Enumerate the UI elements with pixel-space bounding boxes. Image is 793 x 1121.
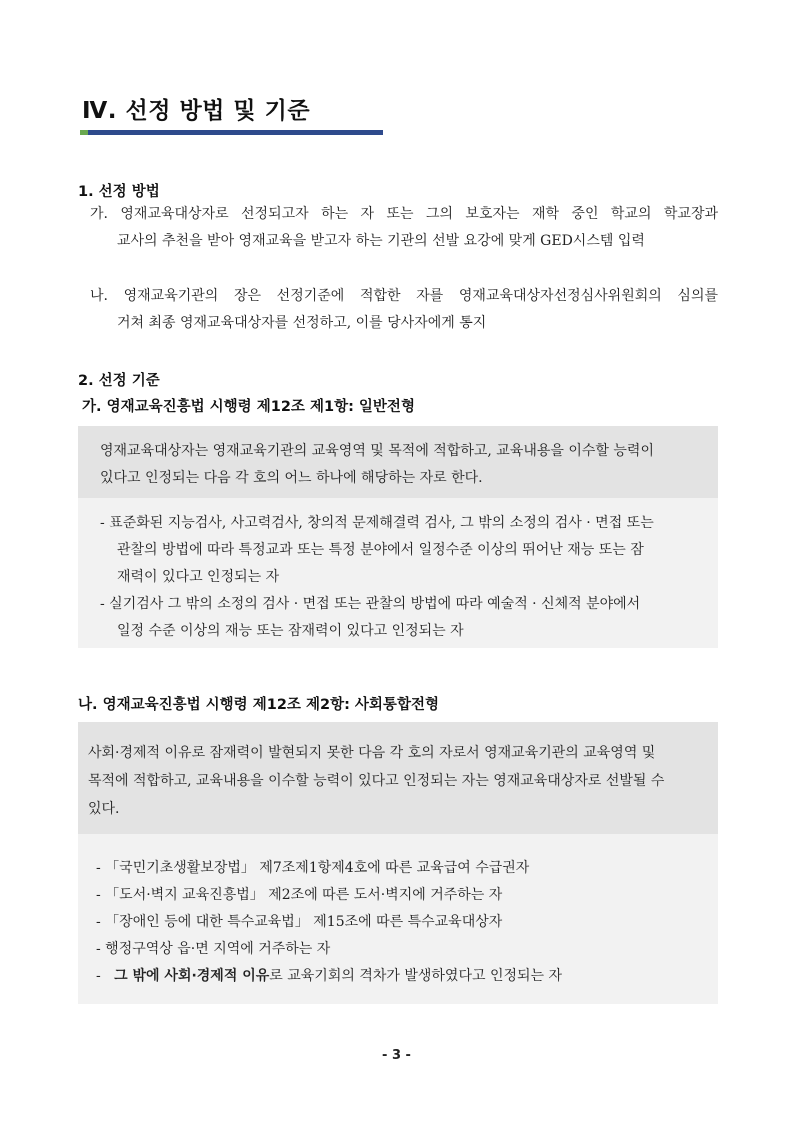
chapter-title: Ⅳ. 선정 방법 및 기준 bbox=[82, 98, 311, 124]
general-list-item1-line1: - 표준화된 지능검사, 사고력검사, 창의적 문제해결력 검사, 그 밖의 소정의 검사 · 면접 또는 bbox=[100, 515, 654, 531]
section1-item-a-line2: 교사의 추천을 받아 영재교육을 받고자 하는 기관의 선발 요강에 맞게 GED시스템 입력 bbox=[117, 233, 645, 249]
social-list-item4: - 행정구역상 읍·면 지역에 거주하는 자 bbox=[96, 941, 331, 957]
section1-item-b bbox=[90, 284, 718, 309]
social-criteria-line1: 사회·경제적 이유로 잠재력이 발현되지 못한 다음 각 호의 자로서 영재교육기관의 교육영역 및 bbox=[88, 745, 656, 761]
title-underline bbox=[80, 130, 383, 135]
section2-heading: 2. 선정 기준 bbox=[78, 373, 160, 389]
section1-item-a-line1: 가. 영재교육대상자로 선정되고자 하는 자 또는 그의 보호자는 재학 중인 학교의 학교장과 bbox=[90, 206, 718, 222]
general-criteria-box bbox=[78, 426, 718, 498]
social-criteria-line2: 목적에 적합하고, 교육내용을 이수할 능력이 있다고 인정되는 자는 영재교육대상자로 선발될 수 bbox=[88, 773, 665, 789]
general-criteria-line1: 영재교육대상자는 영재교육기관의 교육영역 및 목적에 적합하고, 교육내용을 이수할 능력이 bbox=[100, 443, 654, 459]
general-list-item1-line3: 재력이 있다고 인정되는 자 bbox=[117, 569, 280, 585]
social-list-item1: - 「국민기초생활보장법」 제7조제1항제4호에 따른 교육급여 수급권자 bbox=[96, 860, 530, 876]
social-list-item5-bold: 그 밖에 사회·경제적 이유 bbox=[114, 968, 270, 984]
section1-item-b-cont bbox=[117, 311, 717, 336]
social-list-item5-rest: 로 교육기회의 격차가 발생하였다고 인정되는 자 bbox=[269, 968, 563, 984]
social-list-item2: - 「도서·벽지 교육진흥법」 제2조에 따른 도서·벽지에 거주하는 자 bbox=[96, 887, 503, 903]
title-underline-bar bbox=[88, 130, 383, 135]
general-list-item1-line2: 관찰의 방법에 따라 특정교과 또는 특정 분야에서 일정수준 이상의 뛰어난 재능 또는 잠 bbox=[117, 542, 644, 558]
section1-heading: 1. 선정 방법 bbox=[78, 184, 160, 200]
social-list-item3: - 「장애인 등에 대한 특수교육법」 제15조에 따른 특수교육대상자 bbox=[96, 914, 503, 930]
section2-sub-b-heading: 나. 영재교육진흥법 시행령 제12조 제2항: 사회통합전형 bbox=[78, 697, 439, 713]
title-underline-accent bbox=[80, 130, 88, 135]
social-list-item5 bbox=[96, 965, 562, 985]
social-list-item5-dash: - bbox=[96, 968, 101, 984]
general-list-item2-line1: - 실기검사 그 밖의 소정의 검사 · 면접 또는 관찰의 방법에 따라 예술적 · 신체적 분야에서 bbox=[100, 596, 641, 612]
section1-item-b-line1: 나. 영재교육기관의 장은 선정기준에 적합한 자를 영재교육대상자선정심사위원회의 심의를 bbox=[90, 288, 718, 304]
section1-item-a bbox=[90, 202, 718, 227]
social-criteria-line3: 있다. bbox=[88, 801, 120, 817]
section2-sub-a-heading: 가. 영재교육진흥법 시행령 제12조 제1항: 일반전형 bbox=[82, 399, 415, 415]
section1-item-b-line2: 거쳐 최종 영재교육대상자를 선정하고, 이를 당사자에게 통지 bbox=[117, 315, 487, 331]
section1-item-a-cont bbox=[117, 229, 717, 254]
general-list-item2-line2: 일정 수준 이상의 재능 또는 잠재력이 있다고 인정되는 자 bbox=[117, 623, 464, 639]
page-number: - 3 - bbox=[382, 1048, 411, 1063]
general-criteria-line2: 있다고 인정되는 다음 각 호의 어느 하나에 해당하는 자로 한다. bbox=[100, 470, 483, 486]
